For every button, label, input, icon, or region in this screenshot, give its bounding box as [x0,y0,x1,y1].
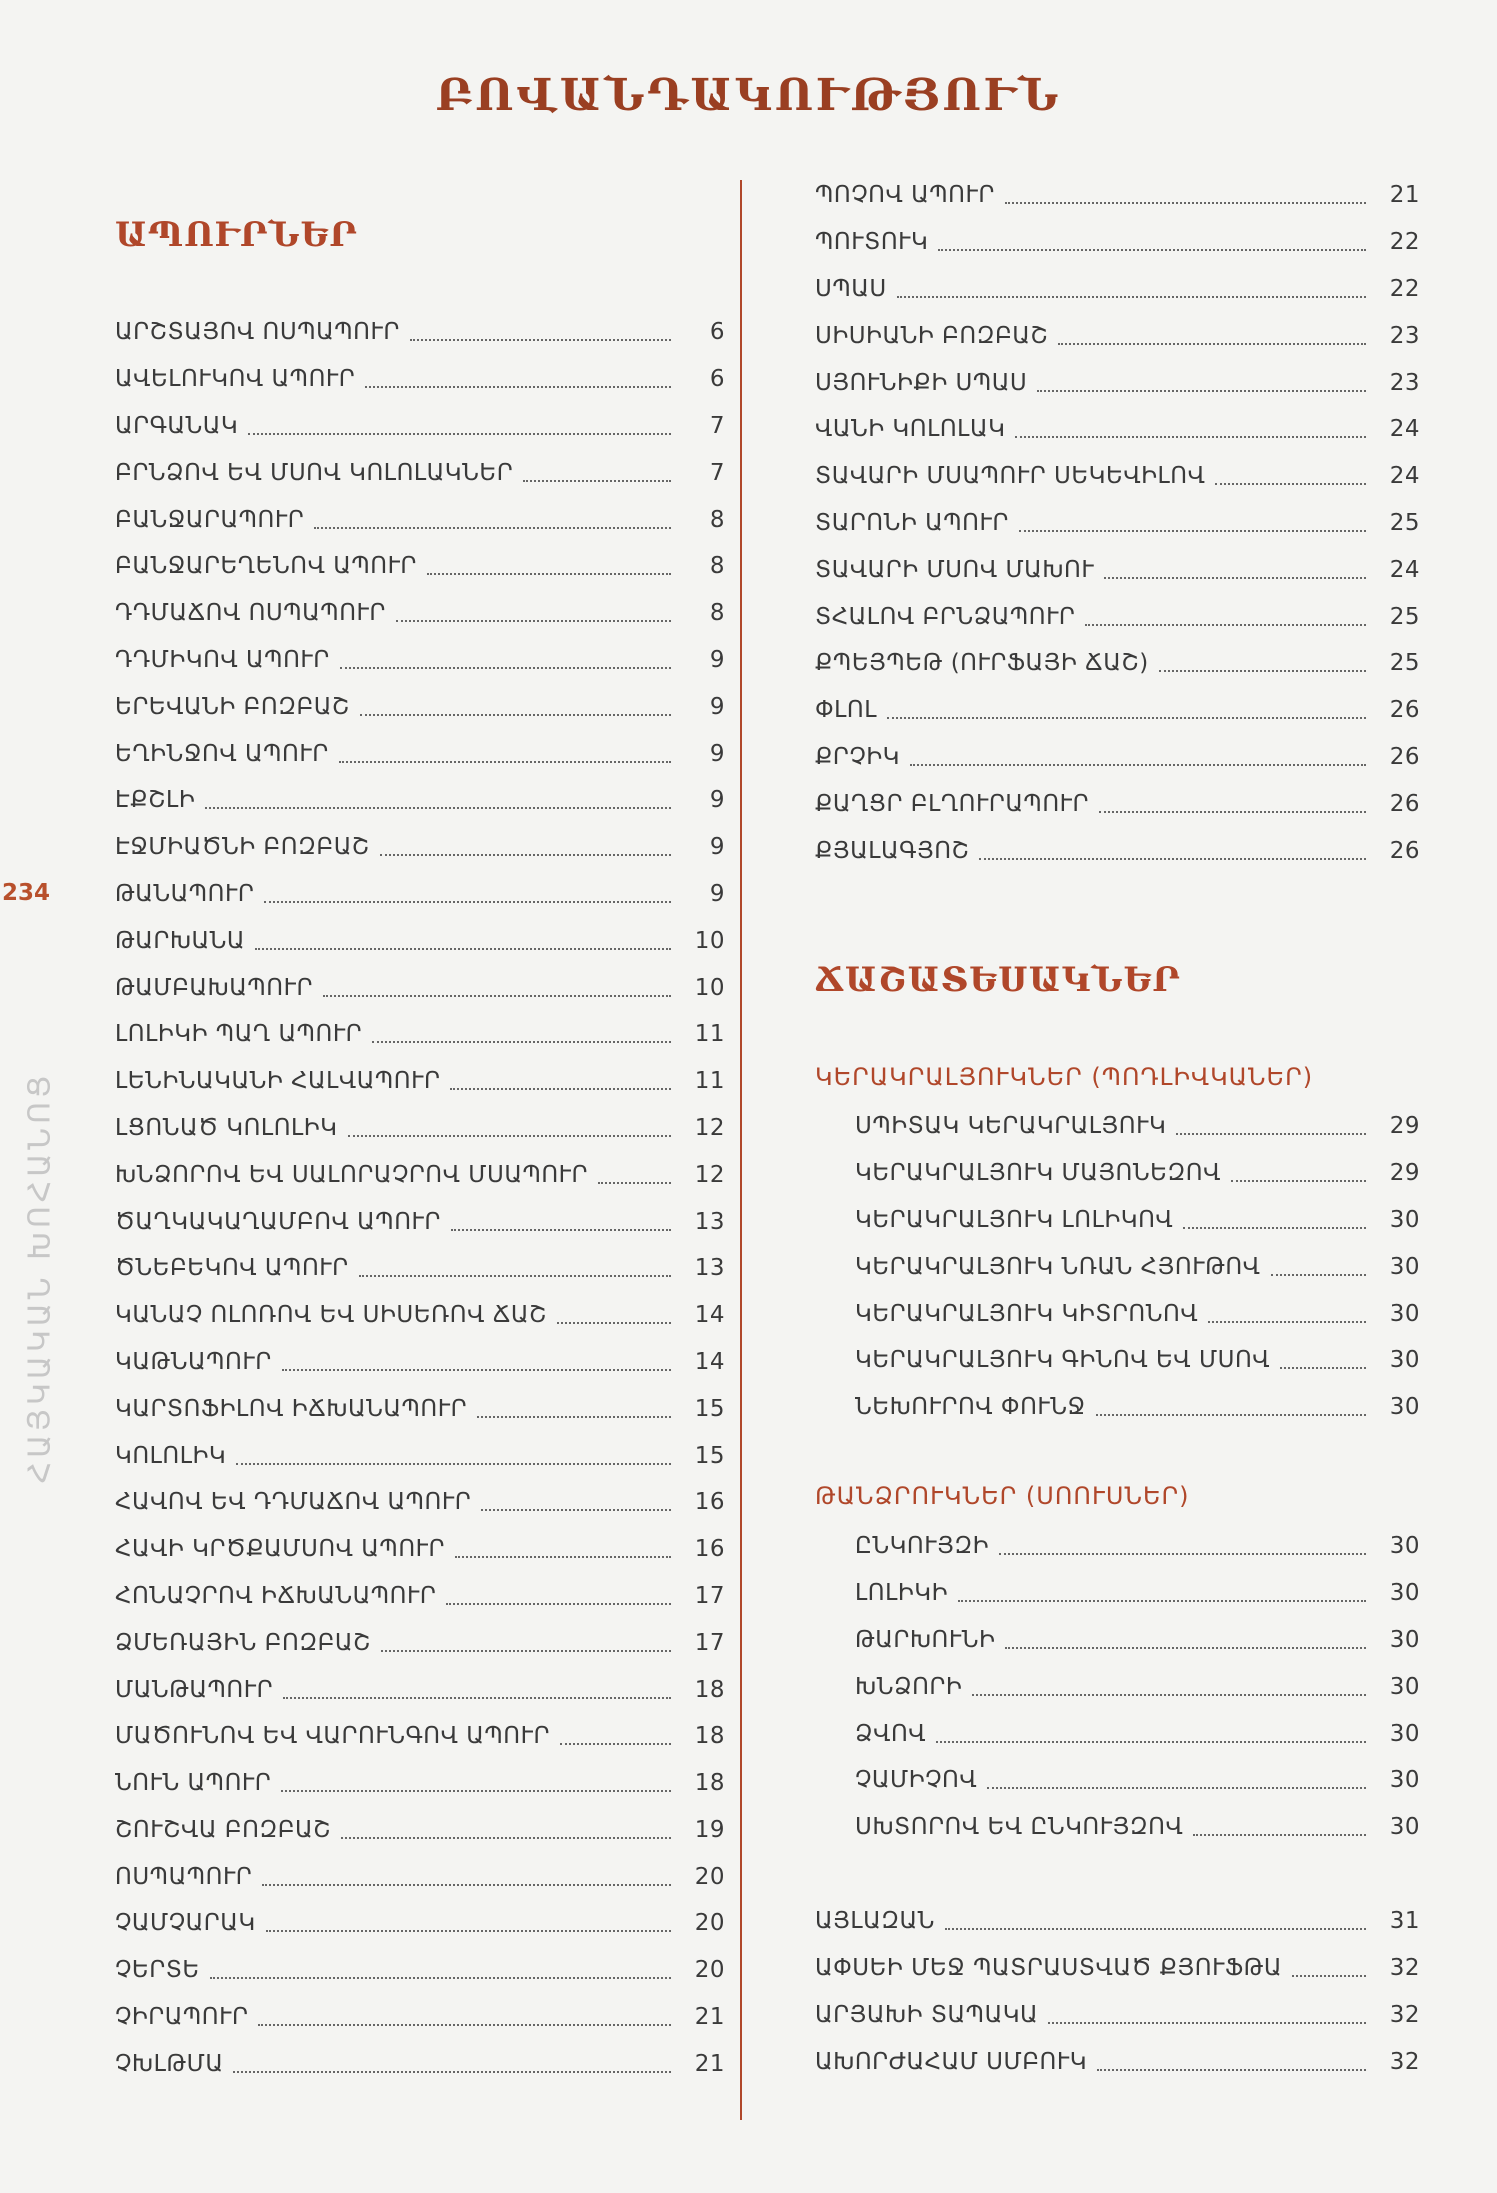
toc-entry-page: 13 [694,1255,725,1282]
toc-entry [115,403,725,450]
dot-leader [348,1135,671,1137]
toc-entry-title: ԱՓՍԵԻ ՄԵՋ ՊԱՏՐԱՍՏՎԱԾ ՔՅՈՒՖԹԱ [815,1955,1283,1982]
toc-entry [115,1853,725,1900]
toc-entry-page: 29 [1389,1113,1420,1140]
toc-entry-title: ՍՊԻՏԱԿ ԿԵՐԱԿՐԱԼՅՈՒԿ [855,1113,1167,1140]
toc-entry-title: ՁՄԵՌԱՅԻՆ ԲՈԶԲԱՇ [115,1629,371,1656]
toc-entry [115,1713,725,1760]
toc-entry-page: 29 [1389,1160,1420,1187]
toc-entry-title: ՉԻՐԱՊՈՒՐ [115,2004,249,2031]
toc-entry-title: ԱՎԵԼՈՒԿՈՎ ԱՊՈՒՐ [115,366,356,393]
toc-entry [115,356,725,403]
toc-entry-title: ԲՐՆՁՈՎ ԵՎ ՄՍՈՎ ԿՈԼՈԼԱԿՆԵՐ [115,459,514,486]
toc-entry-page: 7 [709,459,725,486]
toc-entry [115,1245,725,1292]
toc-list-dressings [855,1523,1420,1851]
dot-leader [1005,202,1366,204]
toc-entry [115,1619,725,1666]
toc-entry-page: 25 [1389,509,1420,536]
toc-entry [855,1384,1420,1431]
toc-entry [855,1243,1420,1290]
toc-entry [815,500,1420,547]
toc-entry-title: ՇՈՒՇՎԱ ԲՈԶԲԱՇ [115,1816,332,1843]
dot-leader [282,1369,671,1371]
dot-leader [380,854,671,856]
toc-entry-title: ԲԱՆՋԱՐԱՊՈՒՐ [115,506,305,533]
toc-entry [815,219,1420,266]
dot-leader [523,480,671,482]
toc-entry-title: ՓԼՈԼ [815,697,878,724]
toc-entry-title: ԼՈԼԻԿԻ [855,1580,948,1607]
toc-entry-title: ԷՋՄԻԱԾՆԻ ԲՈԶԲԱՇ [115,834,370,861]
toc-entry-title: ԱՅԼԱԶԱՆ [815,1908,935,1935]
toc-entry-title: ԿԵՐԱԿՐԱԼՅՈՒԿ ՆՌԱՆ ՀՅՈՒԹՈՎ [855,1253,1261,1280]
toc-entry [855,1290,1420,1337]
toc-entry-title: ԿԵՐԱԿՐԱԼՅՈՒԿ ԼՈԼԻԿՈՎ [855,1206,1174,1233]
toc-entry [855,1150,1420,1197]
toc-entry-title: ՁՎՈՎ [855,1720,927,1747]
toc-entry [115,730,725,777]
toc-entry-title: ԱԽՈՐԺԱՀԱՄ ՍՄԲՈՒԿ [815,2048,1088,2075]
dot-leader [450,1088,671,1090]
toc-entry [815,1898,1420,1945]
toc-entry [115,543,725,590]
toc-entry [115,449,725,496]
toc-entry [815,546,1420,593]
dot-leader [938,249,1366,251]
dot-leader [910,764,1366,766]
toc-entry-title: ԿՈԼՈԼԻԿ [115,1442,227,1469]
toc-entry [115,1666,725,1713]
column-divider [740,180,742,2120]
dot-leader [557,1322,671,1324]
toc-entry-page: 32 [1389,1955,1420,1982]
toc-entry-page: 26 [1389,837,1420,864]
toc-entry [855,1523,1420,1570]
toc-entry [855,1617,1420,1664]
toc-entry-page: 30 [1389,1206,1420,1233]
dot-leader [477,1416,671,1418]
dot-leader [410,339,671,341]
dot-leader [455,1556,671,1558]
toc-entry [115,1947,725,1994]
toc-entry [115,1385,725,1432]
toc-entry [815,640,1420,687]
toc-entry [855,1710,1420,1757]
toc-entry-title: ԸՆԿՈՒՅԶԻ [855,1533,990,1560]
dot-leader [262,1884,671,1886]
dot-leader [264,901,671,903]
toc-entry-title: ԼԵՆԻՆԱԿԱՆԻ ՀԱԼՎԱՊՈՒՐ [115,1068,441,1095]
toc-list-soups-continued [815,172,1420,874]
toc-entry-page: 9 [709,693,725,720]
dot-leader [887,717,1366,719]
toc-entry-page: 20 [694,1957,725,1984]
dot-leader [427,573,671,575]
toc-entry-page: 32 [1389,2001,1420,2028]
dot-leader [972,1694,1366,1696]
toc-entry-page: 26 [1389,697,1420,724]
toc-entry-title: ՀԱՎՈՎ ԵՎ ԴԴՄԱՃՈՎ ԱՊՈՒՐ [115,1489,472,1516]
toc-entry-page: 30 [1389,1626,1420,1653]
toc-entry-page: 14 [694,1348,725,1375]
toc-entry-title: ԿԵՐԱԿՐԱԼՅՈՒԿ ԳԻՆՈՎ ԵՎ ՄՍՈՎ [855,1347,1271,1374]
dot-leader [936,1741,1366,1743]
toc-entry-page: 18 [694,1770,725,1797]
subsection-heading-sauces: ԿԵՐԱԿՐԱԼՅՈՒԿՆԵՐ (ՊՈԴԼԻՎԿԱՆԵՐ) [815,1063,1314,1091]
toc-entry-page: 21 [694,2050,725,2077]
toc-entry-title: ՉԽԼԹՄԱ [115,2050,224,2077]
dot-leader [381,1650,671,1652]
toc-entry-page: 13 [694,1208,725,1235]
toc-entry-title: ԱՐՅԱԽԻ ՏԱՊԱԿԱ [815,2001,1039,2028]
dot-leader [266,1930,671,1932]
toc-entry-title: ՏՀԱԼՈՎ ԲՐՆՁԱՊՈՒՐ [815,603,1076,630]
dot-leader [1037,390,1366,392]
dot-leader [1271,1274,1367,1276]
section-heading-soups: ԱՊՈՒՐՆԵՐ [115,215,358,255]
dot-leader [958,1600,1366,1602]
toc-entry-title: ՀԱՎԻ ԿՐԾՔԱՄՍՈՎ ԱՊՈՒՐ [115,1536,445,1563]
toc-entry-page: 31 [1389,1908,1420,1935]
toc-entry-title: ԵՂԻՆՋՈՎ ԱՊՈՒՐ [115,740,329,767]
section-heading-dishes: ՃԱՇԱՏԵՍԱԿՆԵՐ [815,960,1181,1000]
toc-entry-title: ԽՆՁՈՐՈՎ ԵՎ ՍԱԼՈՐԱՉՐՈՎ ՄՍԱՊՈՒՐ [115,1161,589,1188]
toc-entry-title: ԿԱԹՆԱՊՈՒՐ [115,1348,272,1375]
toc-entry-title: ԿԱՐՏՈՖԻԼՈՎ ԻՃԽԱՆԱՊՈՒՐ [115,1395,468,1422]
toc-entry-page: 24 [1389,463,1420,490]
dot-leader [323,995,671,997]
toc-entry-page: 30 [1389,1300,1420,1327]
toc-entry-title: ՆԵԽՈՒՐՈՎ ՓՈՒՆՋ [855,1394,1086,1421]
toc-entry-title: ՍԻՍԻԱՆԻ ԲՈԶԲԱՇ [815,322,1049,349]
toc-entry [115,917,725,964]
toc-list-soups [115,309,725,2087]
toc-entry [115,1994,725,2041]
toc-entry-page: 17 [694,1629,725,1656]
toc-entry [815,312,1420,359]
toc-entry-page: 9 [709,880,725,907]
dot-leader [1019,530,1366,532]
side-running-title: ՀԱՅԿԱԿԱՆ ԽՈՀԱՆՈՑ [22,1071,58,1484]
toc-entry-title: ՀՈՆԱՉՐՈՎ ԻՃԽԱՆԱՊՈՒՐ [115,1582,437,1609]
dot-leader [258,2024,671,2026]
toc-entry-title: ՍՊԱՍ [815,275,887,302]
toc-entry [815,1992,1420,2039]
toc-entry [115,1760,725,1807]
toc-entry-page: 17 [694,1582,725,1609]
dot-leader [987,1787,1366,1789]
toc-entry-page: 15 [694,1442,725,1469]
dot-leader [979,858,1366,860]
dot-leader [945,1928,1366,1930]
toc-entry [115,2040,725,2087]
toc-entry-title: ՏԱՎԱՐԻ ՄՍՈՎ ՄԱԽՈՒ [815,556,1095,583]
dot-leader [396,620,671,622]
toc-entry [855,1197,1420,1244]
toc-entry [115,777,725,824]
toc-entry-page: 30 [1389,1580,1420,1607]
toc-entry-page: 30 [1389,1720,1420,1747]
toc-entry-page: 24 [1389,416,1420,443]
toc-entry-page: 9 [709,787,725,814]
toc-entry-title: ՔՊԵՅՊԵԹ (ՈՒՐՖԱՅԻ ՃԱՇ) [815,650,1149,677]
toc-entry [115,964,725,1011]
dot-leader [360,714,671,716]
toc-entry [815,172,1420,219]
dot-leader [1097,2069,1366,2071]
page-number: 234 [2,880,51,906]
toc-entry-title: ՊՈՒՏՈՒԿ [815,229,929,256]
toc-entry-title: ԷՔՇԼԻ [115,787,196,814]
toc-entry [115,1339,725,1386]
dot-leader [1015,436,1366,438]
toc-entry [115,1526,725,1573]
toc-entry-title: ԿԵՐԱԿՐԱԼՅՈՒԿ ԿԻՏՐՈՆՈՎ [855,1300,1199,1327]
dot-leader [1280,1367,1366,1369]
toc-entry-page: 32 [1389,2048,1420,2075]
toc-entry-title: ԵՐԵՎԱՆԻ ԲՈԶԲԱՇ [115,693,350,720]
toc-entry-page: 20 [694,1910,725,1937]
dot-leader [1058,343,1366,345]
toc-entry-page: 11 [694,1068,725,1095]
toc-entry [815,687,1420,734]
toc-entry-page: 10 [694,974,725,1001]
subsection-heading-dressings: ԹԱՆՁՐՈՒԿՆԵՐ (ՍՈՈՒՍՆԵՐ) [815,1482,1190,1510]
toc-entry-page: 9 [709,740,725,767]
dot-leader [1208,1321,1366,1323]
toc-entry-title: ԹԱՐԽՈՒՆԻ [855,1626,996,1653]
toc-entry-page: 18 [694,1723,725,1750]
toc-entry-title: ԾԱՂԿԱԿԱՂԱՄԲՈՎ ԱՊՈՒՐ [115,1208,441,1235]
toc-entry [815,359,1420,406]
dot-leader [1231,1180,1366,1182]
toc-entry [115,1105,725,1152]
dot-leader [365,386,671,388]
toc-entry-title: ԹԱՄԲԱԽԱՊՈՒՐ [115,974,313,1001]
dot-leader [255,948,671,950]
dot-leader [339,761,671,763]
toc-entry-page: 30 [1389,1814,1420,1841]
toc-entry-title: ՔՐՉԻԿ [815,743,900,770]
toc-entry-page: 22 [1389,275,1420,302]
dot-leader [1096,1414,1366,1416]
dot-leader [205,807,671,809]
dot-leader [1048,2022,1366,2024]
toc-entry-page: 14 [694,1302,725,1329]
dot-leader [210,1977,671,1979]
dot-leader [359,1275,671,1277]
toc-entry-title: ԿԱՆԱՉ ՈԼՈՌՈՎ ԵՎ ՍԻՍԵՌՈՎ ՃԱՇ [115,1302,547,1329]
toc-entry [115,309,725,356]
toc-entry-page: 20 [694,1863,725,1890]
dot-leader [481,1509,671,1511]
dot-leader [340,667,671,669]
toc-entry [855,1103,1420,1150]
dot-leader [1099,811,1366,813]
toc-entry-page: 24 [1389,556,1420,583]
toc-entry-title: ՄԱՆԹԱՊՈՒՐ [115,1676,274,1703]
toc-entry-page: 11 [694,1021,725,1048]
dot-leader [897,296,1366,298]
toc-entry [855,1570,1420,1617]
toc-entry-title: ՄԱԾՈՒՆՈՎ ԵՎ ՎԱՐՈՒՆԳՈՎ ԱՊՈՒՐ [115,1723,550,1750]
toc-entry-title: ԹԱՐԽԱՆԱ [115,927,246,954]
toc-entry-title: ՍԽՏՈՐՈՎ ԵՎ ԸՆԿՈՒՅԶՈՎ [855,1814,1184,1841]
toc-entry-page: 30 [1389,1347,1420,1374]
dot-leader [451,1229,671,1231]
toc-entry-page: 18 [694,1676,725,1703]
toc-entry-title: ԲԱՆՋԱՐԵՂԵՆՈՎ ԱՊՈՒՐ [115,553,417,580]
toc-entry [815,734,1420,781]
dot-leader [1005,1647,1366,1649]
dot-leader [446,1603,671,1605]
toc-list-dishes [815,1898,1420,2085]
toc-entry-title: ԾՆԵԲԵԿՈՎ ԱՊՈՒՐ [115,1255,349,1282]
toc-entry-title: ՎԱՆԻ ԿՈԼՈԼԱԿ [815,416,1006,443]
toc-entry-page: 15 [694,1395,725,1422]
page-title: ԲՈՎԱՆԴԱԿՈՒԹՅՈՒՆ [435,70,1062,121]
toc-entry-title: ԴԴՄԱՃՈՎ ՈՍՊԱՊՈՒՐ [115,600,386,627]
toc-entry [855,1663,1420,1710]
toc-entry-page: 6 [709,366,725,393]
toc-list-sauces [855,1103,1420,1431]
toc-entry-title: ՆՈՒՆ ԱՊՈՒՐ [115,1770,272,1797]
toc-entry [115,1573,725,1620]
toc-entry [115,1900,725,1947]
toc-entry [815,1945,1420,1992]
toc-entry [115,637,725,684]
toc-entry-title: ԴԴՄԻԿՈՎ ԱՊՈՒՐ [115,646,330,673]
toc-entry-title: ՔԱՂՑՐ ԲԼՂՈՒՐԱՊՈՒՐ [815,790,1089,817]
dot-leader [598,1182,671,1184]
dot-leader [1176,1133,1366,1135]
toc-entry [115,496,725,543]
dot-leader [1159,670,1366,672]
toc-entry [115,1807,725,1854]
toc-entry-page: 23 [1389,369,1420,396]
toc-entry-page: 9 [709,646,725,673]
toc-entry-title: ԱՐԳԱՆԱԿ [115,412,239,439]
toc-entry-page: 16 [694,1489,725,1516]
dot-leader [999,1553,1366,1555]
toc-entry [115,1432,725,1479]
toc-entry [115,1058,725,1105]
dot-leader [372,1041,671,1043]
toc-entry-page: 6 [709,319,725,346]
dot-leader [1193,1834,1366,1836]
dot-leader [1104,577,1366,579]
toc-entry [115,1198,725,1245]
toc-entry-page: 16 [694,1536,725,1563]
toc-entry [855,1337,1420,1384]
toc-entry-title: ԼՈԼԻԿԻ ՊԱՂ ԱՊՈՒՐ [115,1021,363,1048]
toc-entry-page: 30 [1389,1673,1420,1700]
dot-leader [1085,624,1366,626]
toc-entry-title: ԽՆՁՈՐԻ [855,1673,963,1700]
dot-leader [281,1790,671,1792]
dot-leader [233,2071,671,2073]
toc-entry-title: ՉԱՄՉԱՐԱԿ [115,1910,256,1937]
toc-entry [115,1011,725,1058]
toc-entry-page: 25 [1389,603,1420,630]
toc-entry [815,266,1420,313]
toc-entry-page: 30 [1389,1767,1420,1794]
dot-leader [560,1743,671,1745]
toc-entry-page: 26 [1389,743,1420,770]
toc-entry [115,683,725,730]
toc-entry-title: ԱՐՇՏԱՅՈՎ ՈՍՊԱՊՈՒՐ [115,319,400,346]
toc-entry [115,590,725,637]
toc-entry-title: ԿԵՐԱԿՐԱԼՅՈՒԿ ՄԱՅՈՆԵԶՈՎ [855,1160,1221,1187]
toc-entry [115,824,725,871]
toc-entry-page: 12 [694,1114,725,1141]
toc-entry-title: ՍՅՈՒՆԻՔԻ ՍՊԱՍ [815,369,1028,396]
toc-entry-title: ՉԱՄԻՉՈՎ [855,1767,978,1794]
toc-entry [815,593,1420,640]
toc-entry-title: ՏԱՐՈՆԻ ԱՊՈՒՐ [815,509,1009,536]
toc-entry [815,453,1420,500]
toc-entry-page: 21 [1389,182,1420,209]
toc-entry-title: ԹԱՆԱՊՈՒՐ [115,880,255,907]
dot-leader [236,1463,671,1465]
toc-entry-title: ՔՅԱԼԱԳՅՈՇ [815,837,970,864]
toc-entry-page: 23 [1389,322,1420,349]
toc-entry [815,780,1420,827]
toc-entry-page: 7 [709,412,725,439]
toc-entry-page: 21 [694,2004,725,2031]
toc-entry-page: 8 [709,553,725,580]
toc-entry-page: 19 [694,1816,725,1843]
toc-entry-page: 25 [1389,650,1420,677]
toc-entry [855,1804,1420,1851]
dot-leader [248,433,671,435]
toc-entry-page: 30 [1389,1533,1420,1560]
dot-leader [283,1697,671,1699]
toc-entry-page: 8 [709,506,725,533]
toc-entry-title: ՏԱՎԱՐԻ ՄՍԱՊՈՒՐ ՍԵԿԵՎԻԼՈՎ [815,463,1206,490]
toc-entry [815,406,1420,453]
toc-entry-page: 26 [1389,790,1420,817]
toc-entry [115,1479,725,1526]
toc-entry-title: ԼՑՈՆԱԾ ԿՈԼՈԼԻԿ [115,1114,338,1141]
dot-leader [341,1837,671,1839]
toc-entry [815,827,1420,874]
toc-entry-page: 10 [694,927,725,954]
toc-entry-page: 9 [709,834,725,861]
dot-leader [1215,483,1366,485]
dot-leader [314,527,671,529]
dot-leader [1292,1975,1366,1977]
toc-entry-title: ՊՈՉՈՎ ԱՊՈՒՐ [815,182,995,209]
toc-entry-page: 12 [694,1161,725,1188]
toc-entry-title: ՈՍՊԱՊՈՒՐ [115,1863,253,1890]
toc-entry [855,1757,1420,1804]
toc-entry [115,871,725,918]
toc-entry-page: 8 [709,600,725,627]
toc-entry [115,1151,725,1198]
dot-leader [1183,1227,1366,1229]
toc-entry-page: 22 [1389,229,1420,256]
toc-entry-title: ՉԵՐՏԵ [115,1957,200,1984]
toc-entry [815,2038,1420,2085]
toc-entry-page: 30 [1389,1394,1420,1421]
toc-entry [115,1292,725,1339]
toc-entry-page: 30 [1389,1253,1420,1280]
